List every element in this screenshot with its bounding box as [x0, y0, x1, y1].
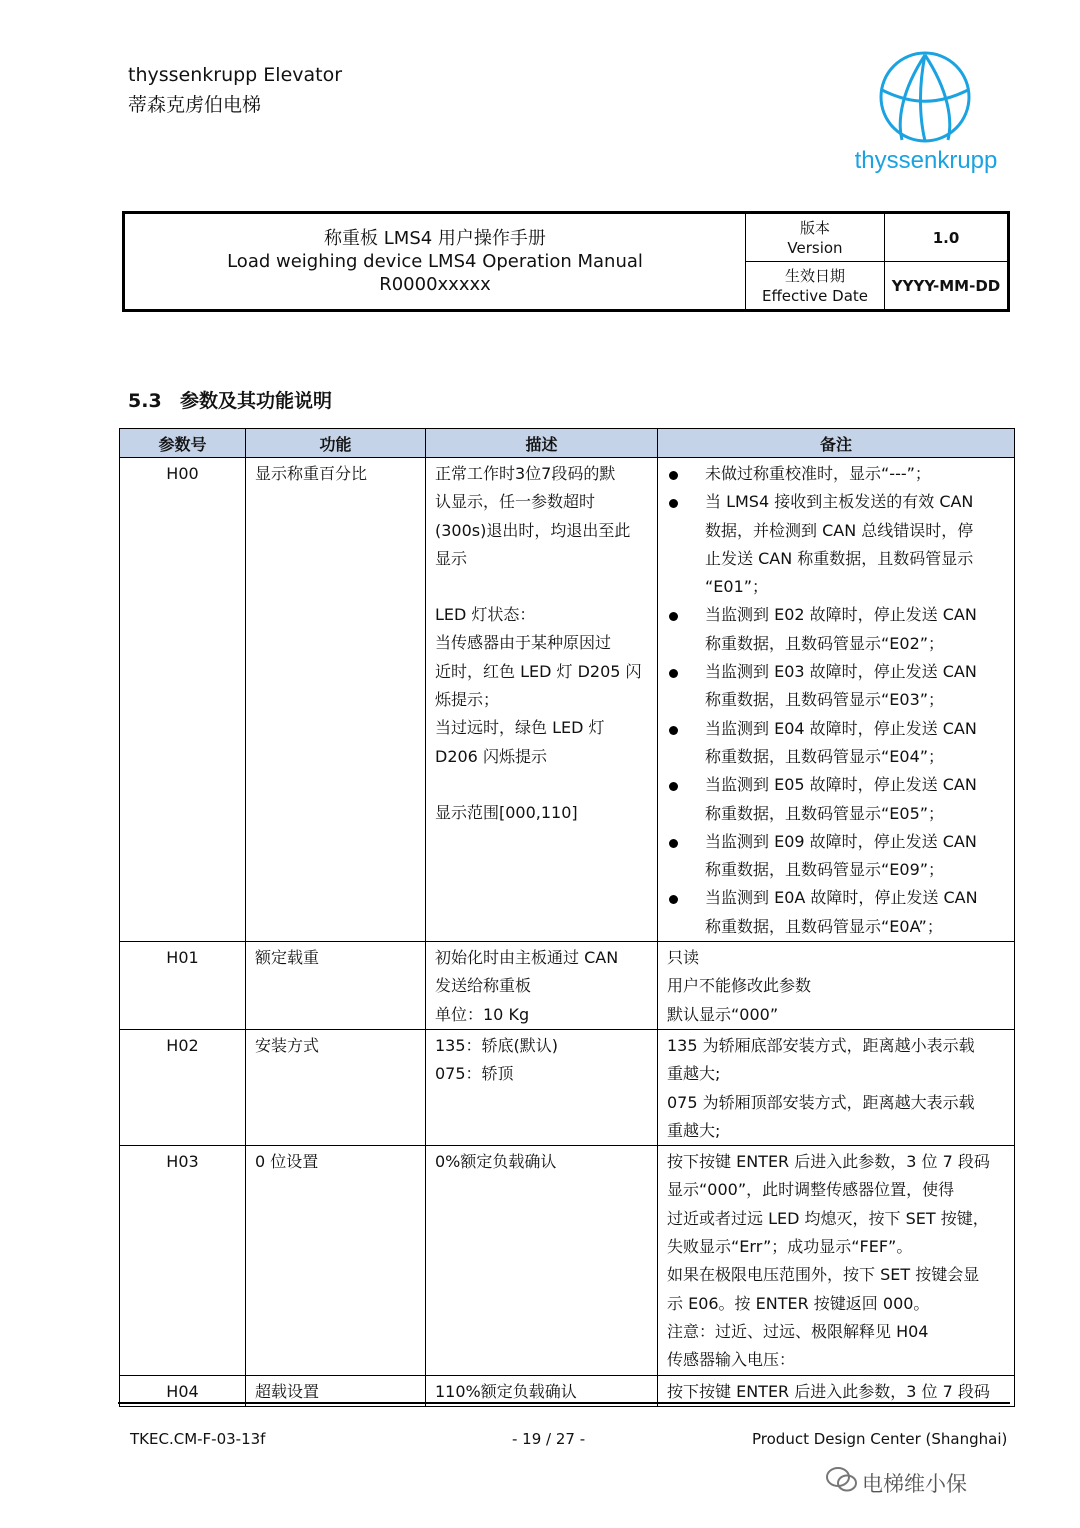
description-line: 初始化时由主板通过 CAN: [435, 948, 619, 968]
param-notes: [658, 1029, 1015, 1145]
note-line: 重越大;: [667, 1120, 721, 1140]
param-code: H03: [120, 1146, 246, 1375]
list-item: [667, 884, 1005, 941]
note-line: 默认显示“000”: [667, 1004, 779, 1024]
note-line: 只读: [667, 948, 700, 968]
description-line: 发送给称重板: [435, 976, 532, 996]
bullet-icon: [669, 669, 678, 678]
note-line: 称重数据，且数码管显示“E0A”；: [705, 916, 943, 936]
param-function: 额定载重: [246, 942, 426, 1030]
section-number: 5.3: [128, 390, 162, 412]
note-line: 传感器输入电压：: [667, 1350, 796, 1370]
doc-title-en: Load weighing device LMS4 Operation Manual: [227, 251, 643, 272]
section-heading: [128, 386, 332, 413]
description-line: 0%额定负载确认: [435, 1152, 557, 1172]
bullet-icon: [669, 499, 678, 508]
note-line: 当 LMS4 接收到主板发送的有效 CAN: [705, 492, 974, 512]
param-notes: [658, 1146, 1015, 1375]
note-line: 未做过称重校准时，显示“---”；: [705, 464, 931, 483]
table-row: [120, 942, 1015, 1030]
doc-title-cn: 称重板 LMS4 用户操作手册: [324, 228, 546, 249]
logo-mark-icon: [842, 50, 1012, 180]
section-title: 参数及其功能说明: [180, 390, 333, 412]
note-line: 当监测到 E05 故障时，停止发送 CAN: [705, 775, 977, 795]
doc-code: R0000xxxxx: [379, 274, 491, 295]
param-function: 0 位设置: [246, 1146, 426, 1375]
list-item: [667, 460, 1005, 488]
date-label-cell: [746, 262, 885, 311]
note-line: 当监测到 E0A 故障时，停止发送 CAN: [705, 888, 978, 908]
description-line: 近时，红色 LED 灯 D205 闪: [435, 661, 642, 681]
note-line: 按下按键 ENTER 后进入此参数，3 位 7 段码: [667, 1381, 990, 1401]
note-line: 注意：过近、过远、极限解释见 H04: [667, 1321, 929, 1341]
note-line: 称重数据，且数码管显示“E03”；: [705, 690, 945, 710]
param-notes: [658, 458, 1015, 942]
param-function: 显示称重百分比: [246, 458, 426, 942]
table-row: [120, 1029, 1015, 1145]
description-line: 当过远时，绿色 LED 灯: [435, 718, 605, 738]
note-line: 止发送 CAN 称重数据，且数码管显示: [705, 548, 974, 568]
param-function: 超载设置: [246, 1375, 426, 1406]
bullet-icon: [669, 782, 678, 791]
note-line: 075 为轿厢顶部安装方式，距离越大表示载: [667, 1092, 975, 1112]
thyssenkrupp-logo: [842, 50, 1012, 180]
table-row: [120, 458, 1015, 942]
param-notes: [658, 942, 1015, 1030]
note-line: 重越大;: [667, 1064, 721, 1084]
note-line: 按下按键 ENTER 后进入此参数，3 位 7 段码: [667, 1152, 990, 1172]
description-line: 显示: [435, 548, 468, 568]
list-item: [667, 488, 1005, 601]
param-description: [426, 458, 658, 942]
company-name-cn: 蒂森克虏伯电梯: [128, 94, 262, 116]
description-line: [435, 771, 648, 799]
footer-center-name: Product Design Center (Shanghai): [752, 1430, 1008, 1448]
note-line: 称重数据，且数码管显示“E09”；: [705, 860, 945, 880]
note-line: 示 E06。按 ENTER 按键返回 000。: [667, 1293, 930, 1313]
logo-wordmark: thyssenkrupp: [854, 147, 998, 174]
param-code: H02: [120, 1029, 246, 1145]
note-line: 称重数据，且数码管显示“E04”；: [705, 746, 945, 766]
document-header-table: [122, 211, 1010, 312]
note-line: 数据，并检测到 CAN 总线错误时，停: [705, 520, 974, 540]
description-line: 110%额定负载确认: [435, 1381, 577, 1401]
description-line: 135：轿底(默认): [435, 1035, 559, 1055]
footer-page-number: - 19 / 27 -: [512, 1430, 586, 1448]
version-value: 1.0: [885, 213, 1009, 262]
description-line: 当传感器由于某种原因过: [435, 633, 612, 653]
description-line: 单位：10 Kg: [435, 1004, 530, 1024]
doc-title-cell: [124, 213, 746, 311]
bullet-icon: [669, 726, 678, 735]
description-line: 烁提示；: [435, 690, 500, 710]
param-code: H00: [120, 458, 246, 942]
bullet-icon: [669, 612, 678, 621]
watermark-text: 电梯维小保: [862, 1472, 967, 1496]
list-item: [667, 828, 1005, 885]
wechat-icon: [826, 1466, 858, 1494]
list-item: [667, 771, 1005, 828]
version-label-en: Version: [787, 238, 843, 257]
description-line: [435, 573, 648, 601]
col-header-notes: 备注: [658, 429, 1015, 458]
note-line: 过近或者过远 LED 均熄灭，按下 SET 按键，: [667, 1208, 989, 1228]
version-label-cell: [746, 213, 885, 262]
param-code: H04: [120, 1375, 246, 1406]
description-line: 正常工作时3位7段码的默: [435, 464, 616, 483]
date-value: YYYY-MM-DD: [885, 262, 1009, 311]
table-row: [120, 1146, 1015, 1375]
parameter-table: [119, 428, 1015, 1407]
note-line: 135 为轿厢底部安装方式，距离越小表示载: [667, 1035, 975, 1055]
list-item: [667, 601, 1005, 658]
company-name-en: thyssenkrupp Elevator: [128, 64, 343, 86]
note-line: 显示“000”，此时调整传感器位置，使得: [667, 1180, 955, 1200]
notes-bullet-list: [667, 460, 1005, 941]
bullet-icon: [669, 895, 678, 904]
note-line: 失败显示“Err”；成功显示“FEF”。: [667, 1237, 913, 1257]
note-line: 称重数据，且数码管显示“E05”；: [705, 803, 945, 823]
col-header-function: 功能: [246, 429, 426, 458]
description-line: (300s)退出时，均退出至此: [435, 520, 631, 540]
list-item: [667, 658, 1005, 715]
footer-form-code: TKEC.CM-F-03-13f: [130, 1430, 266, 1448]
note-line: 称重数据，且数码管显示“E02”；: [705, 633, 945, 653]
col-header-desc: 描述: [426, 429, 658, 458]
list-item: [667, 715, 1005, 772]
param-code: H01: [120, 942, 246, 1030]
note-line: 如果在极限电压范围外，按下 SET 按键会显: [667, 1265, 980, 1285]
description-line: 认显示，任一参数超时: [435, 492, 596, 512]
param-description: [426, 1146, 658, 1375]
version-label-cn: 版本: [799, 218, 830, 237]
note-line: 当监测到 E04 故障时，停止发送 CAN: [705, 718, 977, 738]
description-line: 075：轿顶: [435, 1064, 514, 1084]
date-label-cn: 生效日期: [784, 266, 845, 285]
note-line: 当监测到 E09 故障时，停止发送 CAN: [705, 831, 977, 851]
note-line: “E01”；: [705, 577, 769, 597]
col-header-code: 参数号: [120, 429, 246, 458]
note-line: 当监测到 E02 故障时，停止发送 CAN: [705, 605, 977, 625]
footer-divider: [118, 1402, 1010, 1404]
date-label-en: Effective Date: [761, 286, 869, 305]
param-function: 安装方式: [246, 1029, 426, 1145]
param-description: [426, 1029, 658, 1145]
note-line: 当监测到 E03 故障时，停止发送 CAN: [705, 662, 977, 682]
description-line: 显示范围[000,110]: [435, 802, 578, 822]
bullet-icon: [669, 839, 678, 848]
note-line: 用户不能修改此参数: [667, 976, 812, 996]
bullet-icon: [669, 471, 678, 480]
description-line: LED 灯状态：: [435, 605, 536, 625]
param-description: [426, 942, 658, 1030]
description-line: D206 闪烁提示: [435, 746, 547, 766]
